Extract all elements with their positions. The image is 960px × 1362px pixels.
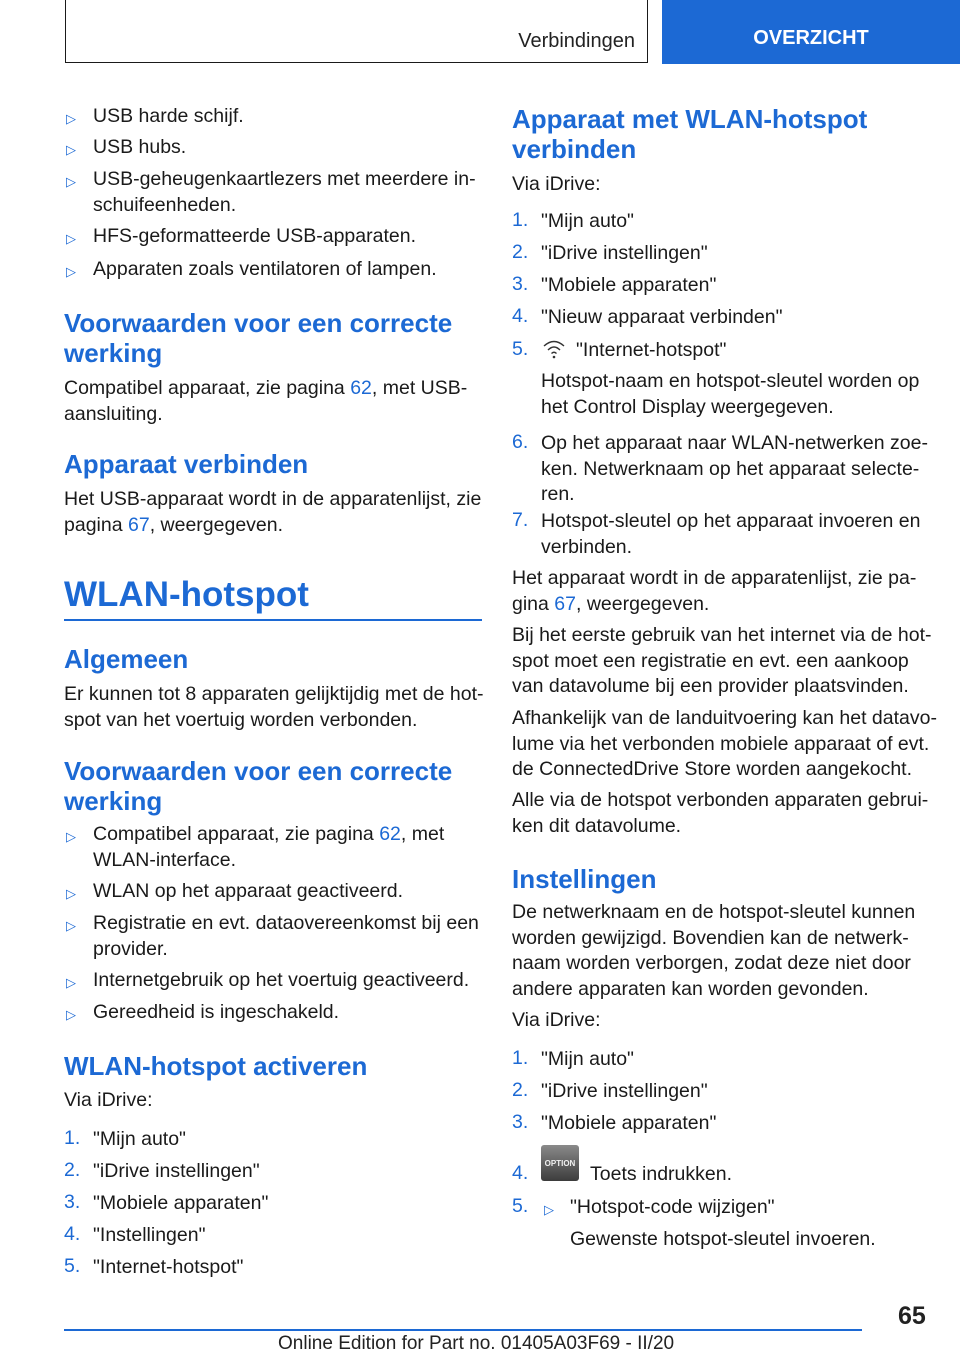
step-number: 3. <box>64 1191 81 1213</box>
bullet-triangle-icon: ▷ <box>66 918 76 933</box>
text: spot moet een registratie en evt. een aankoop <box>512 649 909 672</box>
chapter-title: WLAN-hotspot <box>64 575 309 614</box>
step-text: Toets indrukken. <box>590 1163 732 1185</box>
text: het Control Display weergegeven. <box>541 395 834 418</box>
text: naam worden verborgen, zodat deze niet door <box>512 952 911 974</box>
paragraph <box>512 706 937 783</box>
step-number: 5. <box>64 1255 81 1277</box>
step-number: 2. <box>64 1159 81 1181</box>
text: ken dit datavolume. <box>512 814 682 837</box>
bullet-triangle-icon: ▷ <box>66 264 76 279</box>
text: andere apparaten kan worden gevonden. <box>512 977 869 1000</box>
list-item-cont: schuifeenheden. <box>93 194 237 216</box>
step-text: "Instellingen" <box>93 1224 206 1246</box>
text: worden gewijzigd. Bovendien kan de netwerk- <box>512 926 909 949</box>
heading-line: werking <box>64 338 163 368</box>
bullet-triangle-icon: ▷ <box>66 975 76 990</box>
heading-requirements <box>64 756 452 816</box>
page-link[interactable]: 67 <box>554 592 576 615</box>
text: verbinden. <box>541 535 633 558</box>
paragraph <box>64 487 481 538</box>
heading-line: Apparaat met WLAN-hotspot <box>512 104 868 134</box>
heading-activate: WLAN-hotspot activeren <box>64 1051 368 1081</box>
text: Hotspot-sleutel op het apparaat invoeren en <box>541 510 921 532</box>
step-description: Gewenste hotspot-sleutel invoeren. <box>570 1228 876 1250</box>
step-number: 6. <box>512 431 529 453</box>
step-number: 5. <box>512 338 529 360</box>
step-number: 4. <box>512 305 529 327</box>
bullet-triangle-icon: ▷ <box>66 231 76 246</box>
text: Bij het eerste gebruik van het internet via de hot- <box>512 624 932 646</box>
list-item: Apparaten zoals ventilatoren of lampen. <box>93 258 437 280</box>
list-item: USB-geheugenkaartlezers met meerdere in- <box>93 168 476 190</box>
page-number: 65 <box>898 1302 926 1330</box>
list-item: Internetgebruik op het voertuig geactiveerd. <box>93 969 470 991</box>
step-number: 4. <box>64 1223 81 1245</box>
step-text: "Mobiele apparaten" <box>93 1192 269 1214</box>
text: ren. <box>541 483 575 505</box>
text: , weergegeven. <box>576 592 710 615</box>
step-text: "Internet-hotspot" <box>93 1256 244 1278</box>
list-item: Gereedheid is ingeschakeld. <box>93 1001 340 1023</box>
text: spot van het voertuig worden verbonden. <box>64 708 418 731</box>
page-link[interactable]: 67 <box>127 513 150 536</box>
heading-connect-device: Apparaat verbinden <box>64 449 309 479</box>
heading-line: werking <box>64 786 163 816</box>
list-item <box>93 911 479 962</box>
heading-line: Voorwaarden voor een correcte <box>64 756 453 786</box>
title-rule <box>64 619 482 621</box>
bullet-triangle-icon: ▷ <box>66 829 76 844</box>
step-text: "Internet-hotspot" <box>576 339 727 361</box>
text: Er kunnen tot 8 apparaten gelijktijdig met de hot- <box>64 683 484 705</box>
heading-settings: Instellingen <box>512 864 657 894</box>
step-text <box>541 431 928 508</box>
step-text: "Mijn auto" <box>541 1048 634 1070</box>
list-item: HFS-geformatteerde USB-apparaten. <box>93 225 416 247</box>
heading-requirements <box>64 308 452 368</box>
text: gina <box>512 592 555 615</box>
paragraph <box>512 566 916 617</box>
step-text: "iDrive instellingen" <box>541 1080 708 1102</box>
text: Compatibel apparaat, zie pagina <box>64 377 351 399</box>
paragraph <box>64 376 467 427</box>
text: Het apparaat wordt in de apparatenlijst, zie pa- <box>512 567 917 589</box>
step-description <box>541 369 919 420</box>
bullet-triangle-icon: ▷ <box>66 886 76 901</box>
via-label: Via iDrive: <box>64 1089 153 1111</box>
text: de ConnectedDrive Store worden aangekocht. <box>512 758 912 780</box>
step-number: 2. <box>512 241 529 263</box>
text: Compatibel apparaat, zie pagina <box>93 823 380 845</box>
text: Op het apparaat naar WLAN-netwerken zoe- <box>541 432 928 454</box>
wifi-hotspot-icon <box>542 338 566 360</box>
list-item: USB harde schijf. <box>93 105 244 127</box>
paragraph <box>512 900 915 1002</box>
text: pagina <box>64 513 128 536</box>
step-text: "Mobiele apparaten" <box>541 274 717 296</box>
text: Afhankelijk van de landuitvoering kan het datavo- <box>512 707 937 729</box>
text: Alle via de hotspot verbonden apparaten gebrui- <box>512 789 929 811</box>
heading-line: Voorwaarden voor een correcte <box>64 308 453 338</box>
step-number: 4. <box>512 1162 529 1184</box>
header-box <box>65 0 648 63</box>
page-link[interactable]: 62 <box>350 377 372 399</box>
text: WLAN-interface. <box>93 848 237 871</box>
list-item <box>93 822 444 873</box>
step-number: 5. <box>512 1195 529 1217</box>
step-text: "Hotspot-code wijzigen" <box>570 1196 775 1218</box>
section-title: Verbindingen <box>518 30 635 52</box>
overview-tab[interactable]: OVERZICHT <box>662 0 960 64</box>
step-number: 3. <box>512 1111 529 1133</box>
step-text: "iDrive instellingen" <box>93 1160 260 1182</box>
list-item: WLAN op het apparaat geactiveerd. <box>93 880 404 902</box>
text: , met USB- <box>371 377 468 399</box>
step-number: 1. <box>64 1127 81 1149</box>
footer-rule <box>64 1329 862 1331</box>
bullet-triangle-icon: ▷ <box>66 174 76 189</box>
text: ken. Netwerknaam op het apparaat selecte- <box>541 457 920 480</box>
step-number: 1. <box>512 209 529 231</box>
step-text: "Mijn auto" <box>541 210 634 232</box>
step-number: 1. <box>512 1047 529 1069</box>
bullet-triangle-icon: ▷ <box>544 1202 554 1217</box>
via-label: Via iDrive: <box>512 1009 601 1031</box>
text: , weergegeven. <box>149 513 284 536</box>
step-number: 7. <box>512 509 529 531</box>
heading-connect-hotspot <box>512 104 867 164</box>
text: Het USB-apparaat wordt in de apparatenlijst, zie <box>64 488 482 510</box>
text: Hotspot-naam en hotspot-sleutel worden op <box>541 370 920 392</box>
option-button-icon: OPTION <box>541 1145 579 1181</box>
paragraph <box>512 623 932 700</box>
step-number: 2. <box>512 1079 529 1101</box>
step-text: "Nieuw apparaat verbinden" <box>541 306 783 328</box>
text: De netwerknaam en de hotspot-sleutel kunnen <box>512 901 916 923</box>
step-text: "iDrive instellingen" <box>541 242 708 264</box>
text: lume via het verbonden mobiele apparaat of evt. <box>512 732 930 755</box>
text: provider. <box>93 937 168 960</box>
heading-line: verbinden <box>512 134 637 164</box>
heading-general: Algemeen <box>64 644 189 674</box>
footer-edition: Online Edition for Part no. 01405A03F69 - II/20 <box>278 1333 675 1354</box>
text: , met <box>400 823 445 845</box>
page-link[interactable]: 62 <box>379 823 401 845</box>
bullet-triangle-icon: ▷ <box>66 111 76 126</box>
text: van datavolume bij een provider plaatsvinden. <box>512 675 909 697</box>
paragraph <box>512 788 928 839</box>
step-number: 3. <box>512 273 529 295</box>
step-text <box>541 509 920 560</box>
text: aansluiting. <box>64 402 163 425</box>
via-label: Via iDrive: <box>512 173 601 195</box>
bullet-triangle-icon: ▷ <box>66 142 76 157</box>
step-text: "Mobiele apparaten" <box>541 1112 717 1134</box>
bullet-triangle-icon: ▷ <box>66 1007 76 1022</box>
paragraph <box>64 682 484 733</box>
text: Registratie en evt. dataovereenkomst bij een <box>93 912 479 934</box>
step-text: "Mijn auto" <box>93 1128 186 1150</box>
list-item: USB hubs. <box>93 136 187 158</box>
